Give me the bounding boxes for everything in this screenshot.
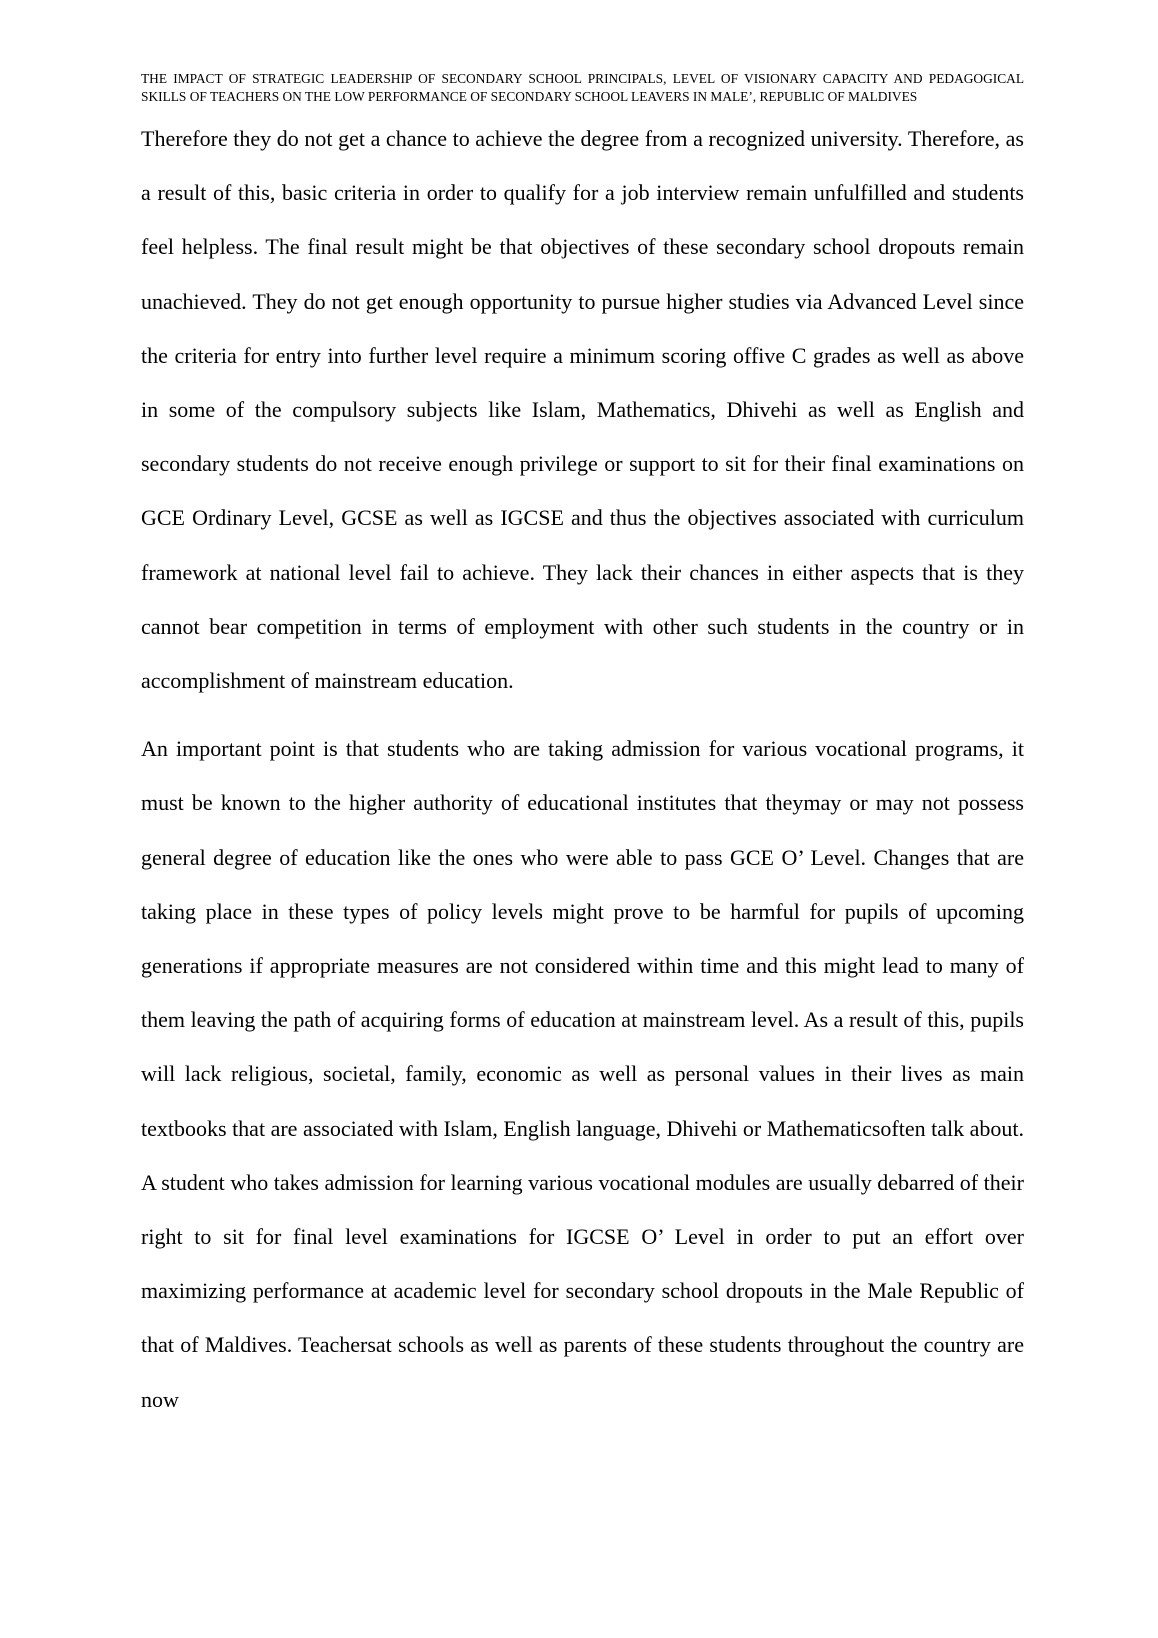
- document-page: [141, 70, 1024, 1427]
- body-paragraph: An important point is that students who are taking admission for various vocational programs, it must be known to the higher authority of educational institutes that theymay or may not possess general degree of education like the ones who were able to pass GCE O’ Level. Changes that are taking place in these types of policy levels might prove to be harmful for pupils of upcoming generations if appropriate measures are not considered within time and this might lead to many of them leaving the path of acquiring forms of education at mainstream level. As a result of this, pupils will lack religious, societal, family, economic as well as personal values in their lives as main textbooks that are associated with Islam, English language, Dhivehi or Mathematicsoften talk about. A student who takes admission for learning various vocational modules are usually debarred of their right to sit for final level examinations for IGCSE O’ Level in order to put an effort over maximizing performance at academic level for secondary school dropouts in the Male Republic of that of Maldives. Teachersat schools as well as parents of these students throughout the country are now: [141, 736, 1024, 1412]
- body-paragraph: Therefore they do not get a chance to achieve the degree from a recognized university. Therefore, as a result of this, basic criteria in order to qualify for a job interview remain unfulfilled and students feel helpless. The final result might be that objectives of these secondary school dropouts remain unachieved. They do not get enough opportunity to pursue higher studies via Advanced Level since the criteria for entry into further level require a minimum scoring offive C grades as well as above in some of the compulsory subjects like Islam, Mathematics, Dhivehi as well as English and secondary students do not receive enough privilege or support to sit for their final examinations on GCE Ordinary Level, GCSE as well as IGCSE and thus the objectives associated with curriculum framework at national level fail to achieve. They lack their chances in either aspects that is they cannot bear competition in terms of employment with other such students in the country or in accomplishment of mainstream education.: [141, 126, 1024, 694]
- running-header: THE IMPACT OF STRATEGIC LEADERSHIP OF SECONDARY SCHOOL PRINCIPALS, LEVEL OF VISIONARY CAPACITY AND PEDAGOGICAL SKILLS OF TEACHERS ON THE LOW PERFORMANCE OF SECONDARY SCHOOL LEAVERS IN MALE’, REPUBLIC OF MALDIVES: [141, 71, 1024, 104]
